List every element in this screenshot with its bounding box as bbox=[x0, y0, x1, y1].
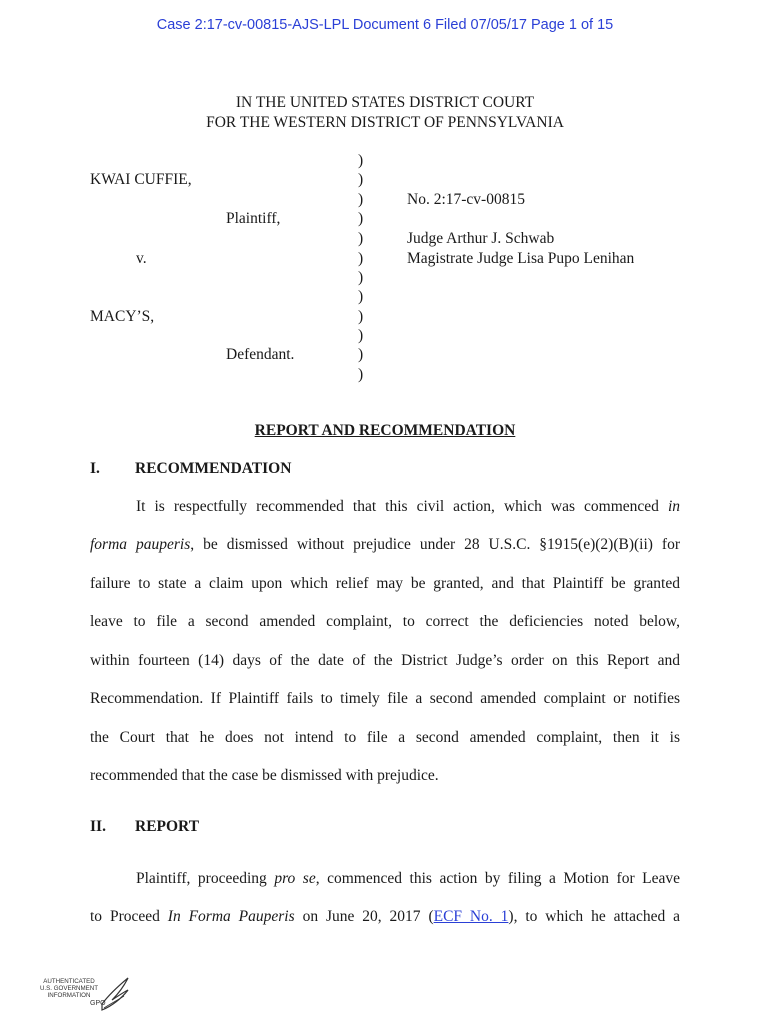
plaintiff-role: Plaintiff, bbox=[226, 210, 281, 227]
eagle-icon bbox=[98, 974, 132, 1014]
section-2-number: II. bbox=[90, 818, 106, 835]
court-name-line1: IN THE UNITED STATES DISTRICT COURT bbox=[235, 94, 535, 111]
case-number: No. 2:17-cv-00815 bbox=[407, 191, 525, 208]
recommendation-line: failure to state a claim upon which relief may be granted, and that Plaintiff be granted bbox=[90, 575, 680, 592]
caption-paren: ) bbox=[358, 191, 364, 208]
gpo-mark: GPO bbox=[90, 1000, 106, 1007]
caption-paren: ) bbox=[358, 327, 364, 344]
caption-paren: ) bbox=[358, 366, 364, 383]
caption-paren: ) bbox=[358, 152, 364, 169]
document-header: Case 2:17-cv-00815-AJS-LPL Document 6 Filed 07/05/17 Page 1 of 15 bbox=[156, 17, 614, 33]
section-1-number: I. bbox=[90, 460, 100, 477]
defendant-name: MACY’S, bbox=[90, 308, 155, 325]
section-1-heading: RECOMMENDATION bbox=[135, 460, 292, 477]
section-2-heading: REPORT bbox=[135, 818, 200, 835]
recommendation-line: It is respectfully recommended that this civil action, which was commenced in bbox=[136, 498, 681, 515]
document-title: REPORT AND RECOMMENDATION bbox=[254, 422, 516, 439]
recommendation-line: the Court that he does not intend to file a second amended complaint, then it is bbox=[90, 729, 680, 746]
caption-paren: ) bbox=[358, 308, 364, 325]
caption-paren: ) bbox=[358, 288, 364, 305]
recommendation-line: forma pauperis, be dismissed without prejudice under 28 U.S.C. §1915(e)(2)(B)(ii) for bbox=[90, 536, 680, 553]
magistrate-judge-name: Magistrate Judge Lisa Pupo Lenihan bbox=[407, 250, 635, 267]
defendant-role: Defendant. bbox=[226, 346, 295, 363]
ecf-link[interactable]: ECF No. 1 bbox=[433, 908, 509, 925]
recommendation-line: recommended that the case be dismissed with prejudice. bbox=[90, 767, 439, 784]
caption-paren: ) bbox=[358, 171, 364, 188]
caption-paren: ) bbox=[358, 250, 364, 267]
plaintiff-name: KWAI CUFFIE, bbox=[90, 171, 192, 188]
caption-paren: ) bbox=[358, 210, 364, 227]
recommendation-line: Recommendation. If Plaintiff fails to timely file a second amended complaint or notifies bbox=[90, 690, 680, 707]
judge-name: Judge Arthur J. Schwab bbox=[407, 230, 555, 247]
report-line: to Proceed In Forma Pauperis on June 20, 2017 (ECF No. 1), to which he attached a bbox=[90, 908, 681, 925]
gpo-authentication-seal bbox=[38, 974, 138, 1018]
recommendation-line: leave to file a second amended complaint, to correct the deficiencies noted below, bbox=[90, 613, 680, 630]
caption-paren: ) bbox=[358, 230, 364, 247]
caption-paren: ) bbox=[358, 346, 364, 363]
gpo-seal-text: AUTHENTICATED U.S. GOVERNMENT INFORMATION bbox=[39, 978, 99, 999]
court-name-line2: FOR THE WESTERN DISTRICT OF PENNSYLVANIA bbox=[206, 114, 564, 131]
caption-paren: ) bbox=[358, 269, 364, 286]
report-line: Plaintiff, proceeding pro se, commenced this action by filing a Motion for Leave bbox=[136, 870, 680, 887]
recommendation-line: within fourteen (14) days of the date of the District Judge’s order on this Report and bbox=[90, 652, 680, 669]
versus: v. bbox=[136, 250, 147, 267]
